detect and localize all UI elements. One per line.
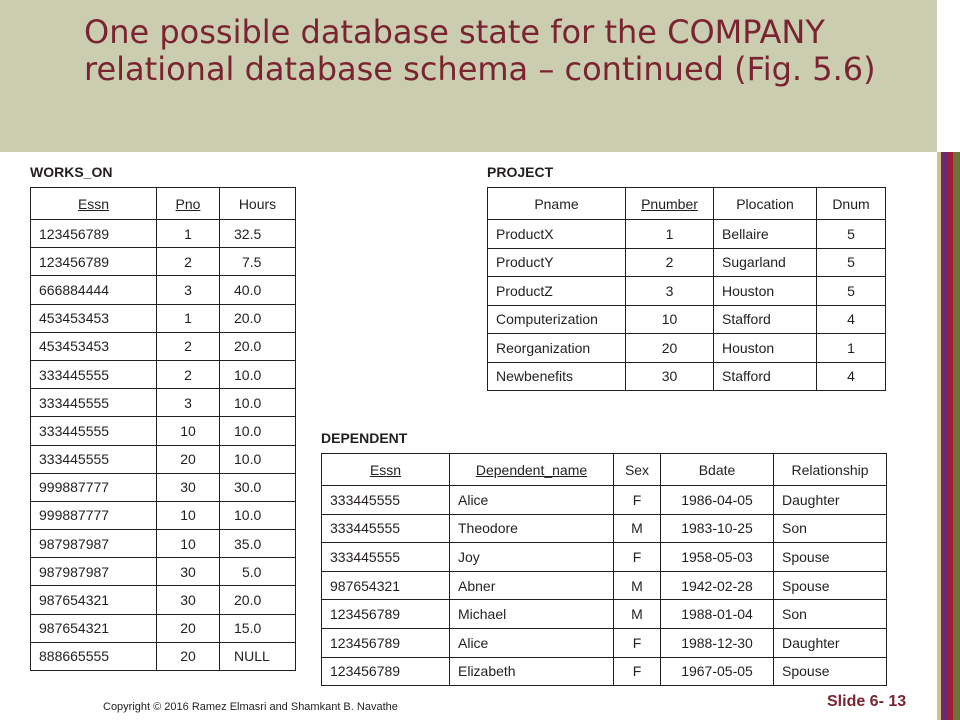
cell-essn: 999887777: [31, 473, 157, 501]
table-header-row: [322, 454, 887, 486]
cell-essn: 333445555: [322, 514, 450, 543]
cell-essn: 666884444: [31, 276, 157, 304]
decorative-stripe: [941, 152, 948, 720]
cell-relationship: Spouse: [774, 571, 887, 600]
cell-pno: 20: [157, 614, 220, 642]
cell-plocation: Stafford: [714, 305, 817, 334]
cell-plocation: Bellaire: [714, 220, 817, 249]
column-header-hours: Hours: [220, 188, 296, 220]
cell-relationship: Spouse: [774, 657, 887, 686]
table-row: [488, 362, 886, 391]
cell-pno: 30: [157, 586, 220, 614]
cell-plocation: Houston: [714, 277, 817, 306]
cell-bdate: 1988-01-04: [661, 600, 774, 629]
cell-hours: 10.0: [220, 501, 296, 529]
column-header-pname: Pname: [488, 188, 626, 220]
decorative-stripe: [953, 152, 960, 720]
cell-dependent-name: Elizabeth: [450, 657, 614, 686]
cell-dependent-name: Theodore: [450, 514, 614, 543]
table-row: [322, 571, 887, 600]
table-row: [488, 277, 886, 306]
cell-essn: 333445555: [322, 486, 450, 515]
cell-pname: ProductX: [488, 220, 626, 249]
table-row: [31, 417, 296, 445]
cell-essn: 453453453: [31, 304, 157, 332]
cell-bdate: 1958-05-03: [661, 543, 774, 572]
cell-sex: M: [614, 514, 661, 543]
column-header-plocation: Plocation: [714, 188, 817, 220]
cell-essn: 987654321: [31, 586, 157, 614]
dependent-title: DEPENDENT: [321, 430, 408, 446]
cell-pno: 10: [157, 530, 220, 558]
cell-bdate: 1983-10-25: [661, 514, 774, 543]
cell-hours: NULL: [220, 642, 296, 670]
cell-bdate: 1942-02-28: [661, 571, 774, 600]
cell-pnumber: 2: [626, 248, 714, 277]
cell-hours: 10.0: [220, 445, 296, 473]
cell-pname: ProductZ: [488, 277, 626, 306]
cell-essn: 453453453: [31, 332, 157, 360]
cell-dependent-name: Michael: [450, 600, 614, 629]
table-row: [31, 642, 296, 670]
table-row: [31, 332, 296, 360]
cell-essn: 123456789: [322, 628, 450, 657]
project-table: [487, 187, 886, 391]
cell-hours: 15.0: [220, 614, 296, 642]
cell-hours: 5.0: [220, 558, 296, 586]
cell-plocation: Sugarland: [714, 248, 817, 277]
cell-pno: 10: [157, 417, 220, 445]
project-title: PROJECT: [487, 164, 554, 180]
table-row: [488, 248, 886, 277]
cell-essn: 333445555: [322, 543, 450, 572]
cell-pname: Newbenefits: [488, 362, 626, 391]
slide-header: [0, 0, 937, 152]
cell-essn: 123456789: [322, 600, 450, 629]
cell-sex: M: [614, 571, 661, 600]
column-header-essn: Essn: [31, 188, 157, 220]
column-header-dependent-name: Dependent_name: [450, 454, 614, 486]
column-header-essn: Essn: [322, 454, 450, 486]
cell-essn: 123456789: [322, 657, 450, 686]
cell-hours: 20.0: [220, 332, 296, 360]
table-row: [31, 304, 296, 332]
table-row: [31, 360, 296, 388]
cell-pno: 1: [157, 220, 220, 248]
cell-essn: 123456789: [31, 220, 157, 248]
cell-pno: 30: [157, 473, 220, 501]
cell-hours: 40.0: [220, 276, 296, 304]
column-header-relationship: Relationship: [774, 454, 887, 486]
cell-pnumber: 1: [626, 220, 714, 249]
cell-relationship: Daughter: [774, 486, 887, 515]
cell-sex: F: [614, 543, 661, 572]
cell-dnum: 5: [817, 220, 886, 249]
column-header-dnum: Dnum: [817, 188, 886, 220]
table-row: [322, 486, 887, 515]
table-row: [322, 628, 887, 657]
table-row: [31, 445, 296, 473]
cell-bdate: 1988-12-30: [661, 628, 774, 657]
cell-pnumber: 20: [626, 334, 714, 363]
cell-essn: 333445555: [31, 389, 157, 417]
cell-essn: 987654321: [322, 571, 450, 600]
table-row: [488, 305, 886, 334]
cell-plocation: Houston: [714, 334, 817, 363]
cell-essn: 999887777: [31, 501, 157, 529]
cell-dnum: 4: [817, 362, 886, 391]
cell-sex: F: [614, 628, 661, 657]
cell-pno: 30: [157, 558, 220, 586]
cell-relationship: Son: [774, 514, 887, 543]
cell-hours: 10.0: [220, 360, 296, 388]
cell-hours: 20.0: [220, 304, 296, 332]
column-header-pnumber: Pnumber: [626, 188, 714, 220]
cell-bdate: 1986-04-05: [661, 486, 774, 515]
table-row: [31, 530, 296, 558]
works-on-table: [30, 187, 296, 671]
cell-essn: 333445555: [31, 360, 157, 388]
column-header-sex: Sex: [614, 454, 661, 486]
cell-pnumber: 10: [626, 305, 714, 334]
cell-essn: 333445555: [31, 417, 157, 445]
cell-essn: 888665555: [31, 642, 157, 670]
table-row: [322, 543, 887, 572]
dependent-table: [321, 453, 887, 686]
cell-essn: 123456789: [31, 248, 157, 276]
table-row: [31, 389, 296, 417]
cell-hours: 10.0: [220, 417, 296, 445]
table-row: [31, 248, 296, 276]
slide-title: One possible database state for the COMPANY relational database schema – continued (Fig. 5.6): [84, 13, 876, 88]
cell-sex: M: [614, 600, 661, 629]
cell-hours: 35.0: [220, 530, 296, 558]
cell-pno: 20: [157, 445, 220, 473]
cell-sex: F: [614, 486, 661, 515]
cell-dnum: 5: [817, 248, 886, 277]
cell-relationship: Spouse: [774, 543, 887, 572]
table-row: [31, 473, 296, 501]
table-row: [31, 501, 296, 529]
table-row: [31, 558, 296, 586]
cell-pname: ProductY: [488, 248, 626, 277]
cell-hours: 20.0: [220, 586, 296, 614]
cell-dependent-name: Abner: [450, 571, 614, 600]
table-row: [31, 586, 296, 614]
cell-pno: 3: [157, 276, 220, 304]
cell-pno: 3: [157, 389, 220, 417]
table-row: [31, 614, 296, 642]
table-row: [488, 220, 886, 249]
table-header-row: [31, 188, 296, 220]
cell-hours: 7.5: [220, 248, 296, 276]
cell-dnum: 4: [817, 305, 886, 334]
table-row: [31, 220, 296, 248]
cell-essn: 987987987: [31, 530, 157, 558]
works-on-title: WORKS_ON: [30, 164, 113, 180]
cell-hours: 10.0: [220, 389, 296, 417]
table-row: [322, 657, 887, 686]
slide-number: Slide 6- 13: [827, 693, 907, 710]
table-row: [322, 600, 887, 629]
table-row: [488, 334, 886, 363]
cell-dependent-name: Alice: [450, 628, 614, 657]
table-header-row: [488, 188, 886, 220]
cell-pname: Reorganization: [488, 334, 626, 363]
cell-dnum: 5: [817, 277, 886, 306]
cell-hours: 32.5: [220, 220, 296, 248]
cell-relationship: Son: [774, 600, 887, 629]
cell-pno: 2: [157, 248, 220, 276]
cell-hours: 30.0: [220, 473, 296, 501]
cell-essn: 333445555: [31, 445, 157, 473]
cell-dependent-name: Alice: [450, 486, 614, 515]
cell-pnumber: 3: [626, 277, 714, 306]
cell-pno: 2: [157, 360, 220, 388]
cell-dependent-name: Joy: [450, 543, 614, 572]
cell-bdate: 1967-05-05: [661, 657, 774, 686]
cell-pno: 10: [157, 501, 220, 529]
table-row: [31, 276, 296, 304]
cell-pno: 20: [157, 642, 220, 670]
column-header-bdate: Bdate: [661, 454, 774, 486]
cell-sex: F: [614, 657, 661, 686]
cell-dnum: 1: [817, 334, 886, 363]
cell-pno: 2: [157, 332, 220, 360]
cell-pnumber: 30: [626, 362, 714, 391]
column-header-pno: Pno: [157, 188, 220, 220]
copyright-notice: Copyright © 2016 Ramez Elmasri and Shamkant B. Navathe: [103, 701, 398, 713]
cell-essn: 987654321: [31, 614, 157, 642]
table-row: [322, 514, 887, 543]
cell-essn: 987987987: [31, 558, 157, 586]
cell-relationship: Daughter: [774, 628, 887, 657]
cell-pno: 1: [157, 304, 220, 332]
cell-pname: Computerization: [488, 305, 626, 334]
cell-plocation: Stafford: [714, 362, 817, 391]
